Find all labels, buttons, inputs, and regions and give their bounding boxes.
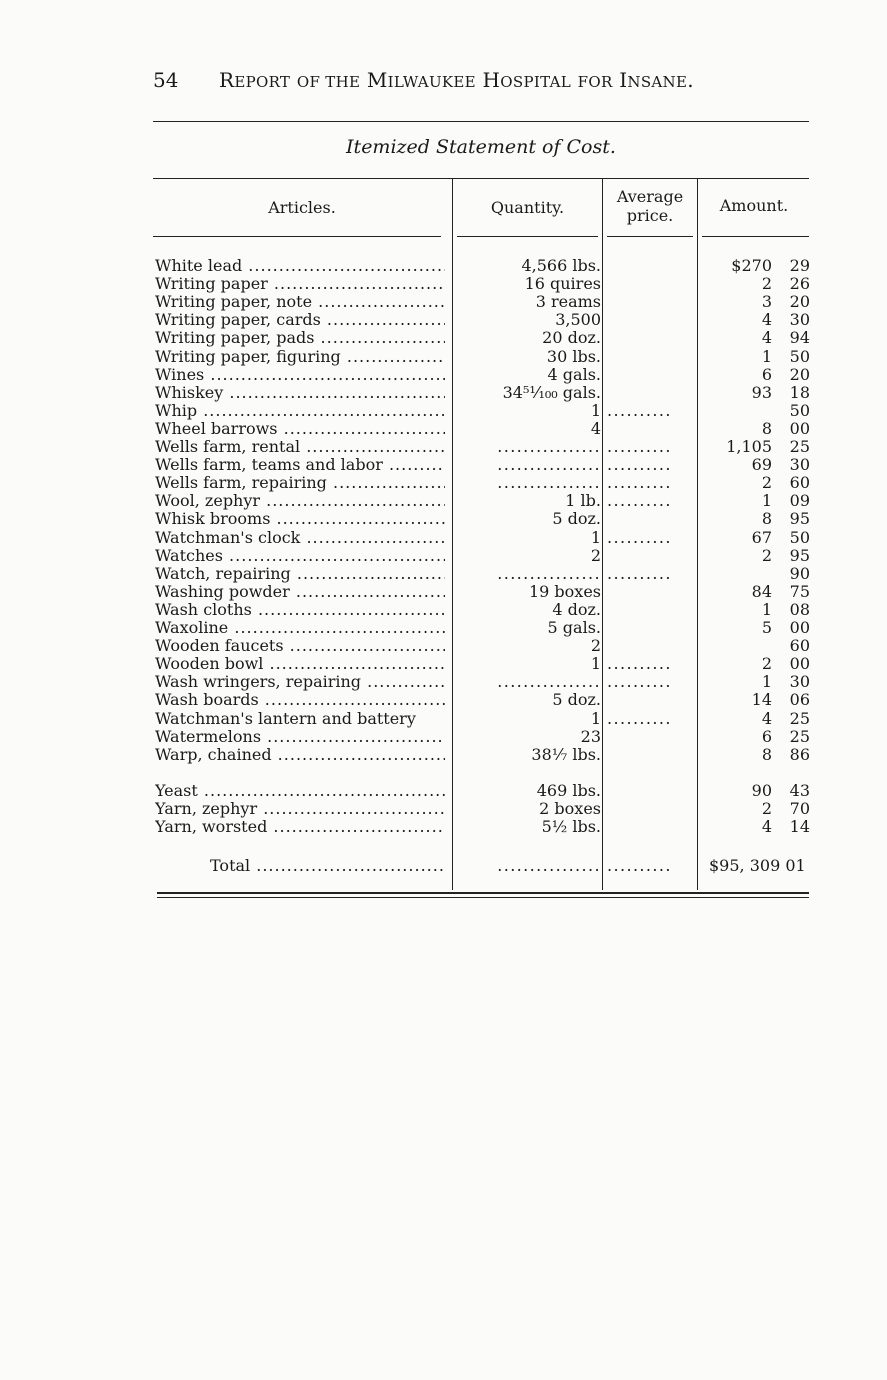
amount-dollars: $270 (731, 256, 772, 275)
total-amount: $95, 309 01 (709, 856, 806, 875)
article-cell: Watchman's lantern and battery (155, 709, 416, 728)
amount-cents: 86 (789, 744, 810, 764)
bottom-rule (157, 897, 809, 898)
amount-cents: 06 (789, 690, 810, 710)
article-cell: Yarn, zephyr ..... (155, 800, 445, 818)
amount-cents: 25 (789, 708, 810, 728)
amount-dollars: 14 (751, 690, 772, 710)
table-row (0, 691, 887, 709)
amount-cents: 20 (789, 364, 810, 384)
quantity-cell: 38⅐ lbs. (531, 745, 601, 764)
quantity-cell: 2 boxes (539, 799, 601, 818)
amount-cents: 00 (789, 418, 810, 438)
amount-cents: 60 (789, 636, 810, 656)
quantity-cell: ................ (497, 456, 601, 475)
price-cell: .......... (607, 528, 672, 547)
total-label: Total ..... (210, 857, 445, 875)
amount-dollars: 1 (761, 346, 772, 366)
quantity-cell: 4 gals. (547, 365, 601, 384)
amount-dollars: 2 (761, 654, 772, 674)
amount-cents: 70 (789, 798, 810, 818)
table-row (0, 800, 887, 818)
amount-cents: 00 (789, 654, 810, 674)
quantity-cell: 16 quires (524, 275, 601, 294)
table-row (0, 547, 887, 565)
amount-cents: 30 (789, 455, 810, 475)
total-row (0, 857, 887, 875)
amount-dollars: 67 (751, 527, 772, 547)
article-cell: Writing paper, cards ..... (155, 311, 445, 329)
table-row (0, 275, 887, 293)
article-cell: Writing paper, note ..... (155, 293, 445, 311)
amount-dollars: 8 (761, 509, 772, 529)
amount-cents: 60 (789, 473, 810, 493)
table-row (0, 583, 887, 601)
quantity-cell: ................ (497, 673, 601, 692)
table-row (0, 293, 887, 311)
table-row (0, 637, 887, 655)
top-rule (153, 121, 809, 122)
article-cell: Whip ..... (155, 402, 445, 420)
price-cell: .......... (607, 438, 672, 456)
amount-dollars: 1 (761, 599, 772, 619)
table-row (0, 728, 887, 746)
amount-cents: 95 (789, 545, 810, 565)
table-row (0, 710, 887, 728)
price-cell: .......... (607, 709, 672, 728)
table-row (0, 384, 887, 402)
price-cell: .......... (607, 401, 672, 420)
table-row (0, 655, 887, 673)
amount-dollars: 4 (761, 310, 772, 330)
amount-dollars: 6 (761, 364, 772, 384)
running-title: REPORT OF THE MILWAUKEE HOSPITAL FOR INSANE. (219, 68, 694, 92)
table-row (0, 257, 887, 275)
amount-dollars: 4 (761, 708, 772, 728)
amount-cents: 00 (789, 618, 810, 637)
article-cell: Writing paper, pads ..... (155, 329, 445, 347)
amount-dollars: 6 (761, 726, 772, 746)
article-cell: Writing paper ..... (155, 275, 445, 293)
column-header-articles: Articles. (268, 198, 336, 217)
amount-cents: 95 (789, 509, 810, 529)
table-row (0, 366, 887, 384)
amount-cents: 30 (789, 672, 810, 692)
table-row (0, 474, 887, 492)
amount-dollars: 84 (751, 581, 772, 601)
price-cell: .......... (607, 673, 672, 692)
amount-dollars: 5 (761, 618, 772, 637)
bottom-rule (157, 892, 809, 894)
amount-dollars: 2 (761, 473, 772, 493)
table-row (0, 746, 887, 764)
amount-cents: 50 (789, 346, 810, 366)
amount-cents: 14 (789, 817, 810, 836)
quantity-cell: 1 lb. (565, 492, 601, 511)
table-row (0, 601, 887, 619)
total-quantity-dots: ................ (497, 857, 601, 875)
header-underline (153, 236, 441, 237)
amount-cents: 29 (789, 256, 810, 275)
table-row (0, 420, 887, 438)
column-header-average-price: Average price. (616, 187, 684, 225)
table-row (0, 818, 887, 836)
article-cell: Yarn, worsted ..... (155, 818, 445, 836)
quantity-cell: 3 reams (535, 293, 601, 312)
amount-cents: 18 (789, 382, 810, 402)
article-cell: Wash cloths ..... (155, 601, 445, 619)
amount-cents: 50 (789, 527, 810, 547)
quantity-cell: ................ (497, 564, 601, 583)
amount-cents: 26 (789, 274, 810, 294)
quantity-cell: 4,566 lbs. (521, 257, 601, 275)
quantity-cell: 5 doz. (552, 691, 601, 710)
column-header-quantity: Quantity. (490, 198, 565, 217)
amount-cents: 25 (789, 726, 810, 746)
price-cell: .......... (607, 492, 672, 511)
quantity-cell: 4 (590, 419, 601, 438)
article-cell: Wash boards ..... (155, 691, 445, 709)
quantity-cell: 5½ lbs. (541, 818, 601, 836)
table-row (0, 529, 887, 547)
amount-cents: 50 (789, 400, 810, 420)
article-cell: Writing paper, figuring ..... (155, 348, 445, 366)
price-cell: .......... (607, 456, 672, 475)
article-cell: Wells farm, rental ..... (155, 438, 445, 456)
table-row (0, 510, 887, 528)
amount-cents: 75 (789, 581, 810, 601)
page-header (153, 68, 743, 94)
column-header-amount: Amount. (719, 196, 789, 215)
amount-dollars: 2 (761, 798, 772, 818)
article-cell: White lead ..... (155, 257, 445, 275)
article-cell: Wash wringers, repairing ..... (155, 673, 445, 691)
quantity-cell: ................ (497, 438, 601, 456)
article-cell: Watchman's clock ..... (155, 529, 445, 547)
amount-cents: 09 (789, 491, 810, 511)
table-row (0, 492, 887, 510)
header-underline (702, 236, 809, 237)
table-row (0, 565, 887, 583)
table-row (0, 619, 887, 637)
quantity-cell: 3,500 (555, 311, 601, 330)
amount-cents: 90 (789, 563, 810, 583)
price-cell: .......... (607, 474, 672, 493)
price-cell: .......... (607, 564, 672, 583)
article-cell: Waxoline ..... (155, 619, 445, 637)
quantity-cell: 1 (590, 401, 601, 420)
table-row (0, 673, 887, 691)
article-cell: Warp, chained ..... (155, 746, 445, 764)
quantity-cell: 469 lbs. (536, 781, 601, 800)
article-cell: Washing powder ..... (155, 583, 445, 601)
article-cell: Wooden bowl ..... (155, 655, 445, 673)
page-number: 54 (153, 68, 179, 92)
article-cell: Wells farm, repairing ..... (155, 474, 445, 492)
article-cell: Wheel barrows ..... (155, 420, 445, 438)
amount-dollars: 4 (761, 817, 772, 836)
table-row (0, 348, 887, 366)
total-price-dots: .......... (607, 857, 672, 875)
table-row (0, 329, 887, 347)
article-cell: Wines ..... (155, 366, 445, 384)
quantity-cell: 23 (580, 727, 601, 746)
table-title: Itemized Statement of Cost. (346, 136, 616, 158)
article-cell: Whiskey ..... (155, 384, 445, 402)
quantity-cell: 2 (590, 637, 601, 656)
amount-dollars: 2 (761, 274, 772, 294)
amount-cents: 43 (789, 780, 810, 800)
amount-cents: 20 (789, 292, 810, 312)
article-cell: Whisk brooms ..... (155, 510, 445, 528)
quantity-cell: 20 doz. (542, 329, 601, 348)
amount-dollars: 69 (751, 455, 772, 475)
quantity-cell: 5 doz. (552, 510, 601, 529)
article-cell: Watch, repairing ..... (155, 565, 445, 583)
quantity-cell: 34⁵¹⁄₁₀₀ gals. (502, 383, 601, 402)
price-cell: .......... (607, 655, 672, 674)
quantity-cell: ................ (497, 474, 601, 493)
amount-dollars: 8 (761, 744, 772, 764)
quantity-cell: 5 gals. (547, 619, 601, 637)
amount-dollars: 4 (761, 328, 772, 348)
amount-dollars: 1,105 (726, 437, 772, 456)
amount-cents: 30 (789, 310, 810, 330)
amount-cents: 94 (789, 328, 810, 348)
header-underline (607, 236, 693, 237)
amount-dollars: 1 (761, 672, 772, 692)
article-cell: Watches ..... (155, 547, 445, 565)
amount-dollars: 90 (751, 780, 772, 800)
amount-dollars: 8 (761, 418, 772, 438)
article-cell: Yeast ..... (155, 782, 445, 800)
table-row (0, 438, 887, 456)
quantity-cell: 1 (590, 528, 601, 547)
amount-dollars: 3 (761, 292, 772, 312)
quantity-cell: 30 lbs. (546, 347, 601, 366)
table-row (0, 402, 887, 420)
article-cell: Wool, zephyr ..... (155, 492, 445, 510)
amount-dollars: 93 (751, 382, 772, 402)
quantity-cell: 4 doz. (552, 600, 601, 619)
table-row (0, 456, 887, 474)
amount-cents: 25 (789, 437, 810, 456)
amount-dollars: 1 (761, 491, 772, 511)
article-cell: Watermelons ..... (155, 728, 445, 746)
table-row (0, 311, 887, 329)
table-row (0, 782, 887, 800)
article-cell: Wells farm, teams and labor ..... (155, 456, 445, 474)
amount-cents: 08 (789, 599, 810, 619)
header-underline (457, 236, 598, 237)
quantity-cell: 19 boxes (528, 582, 601, 601)
quantity-cell: 1 (590, 655, 601, 674)
article-cell: Wooden faucets ..... (155, 637, 445, 655)
quantity-cell: 2 (590, 546, 601, 565)
quantity-cell: 1 (590, 709, 601, 728)
header-rule (153, 178, 809, 179)
amount-dollars: 2 (761, 545, 772, 565)
